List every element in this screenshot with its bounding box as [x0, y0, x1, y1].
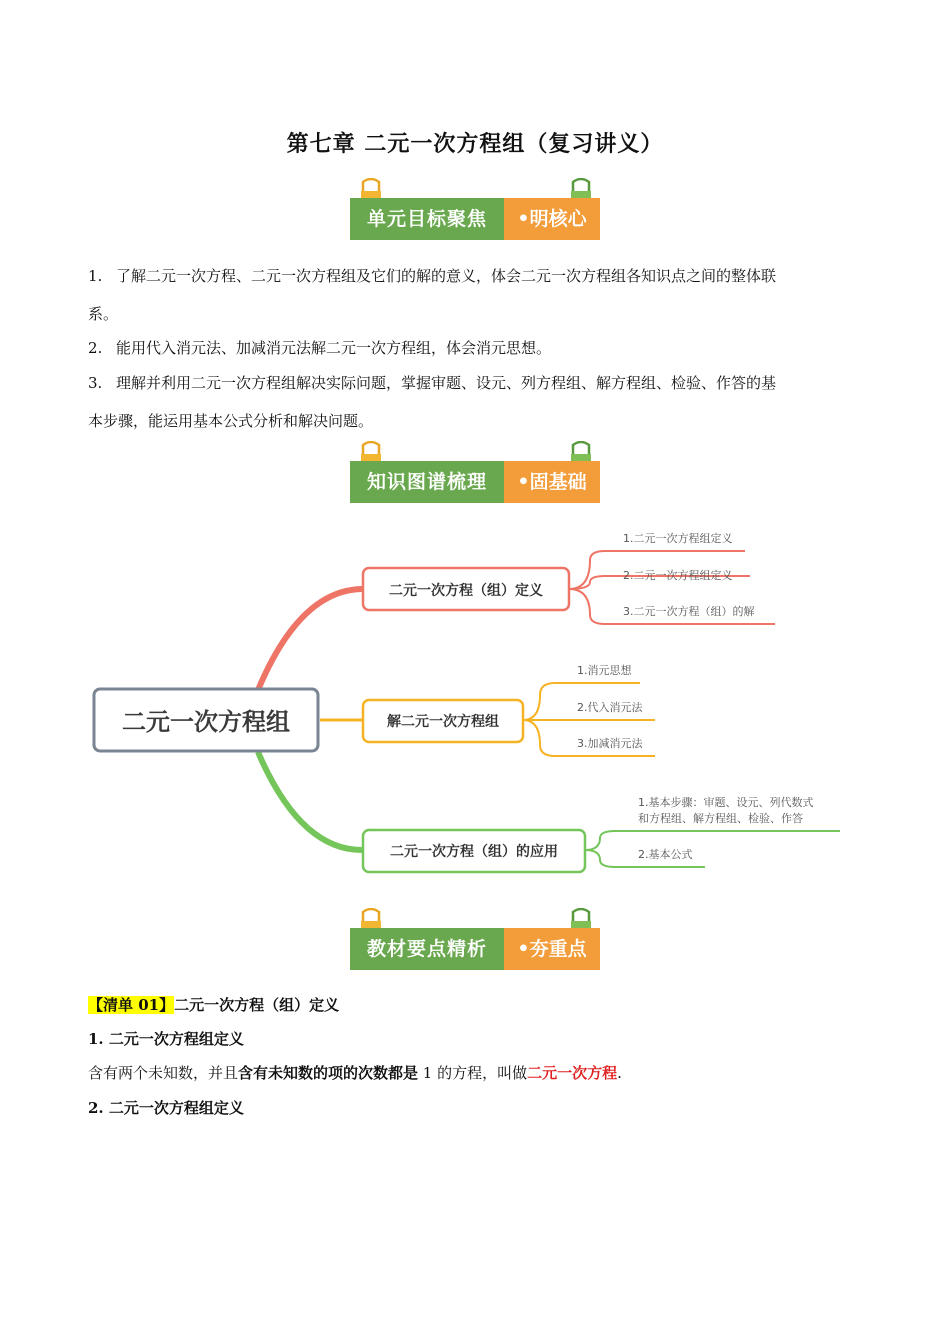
mind-map: [0, 520, 950, 890]
branch-label: 二元一次方程（组）的应用: [390, 844, 558, 860]
branch-label: 解二元一次方程组: [387, 714, 499, 730]
def-period: .: [617, 1064, 622, 1082]
section-title: 二元一次方程（组）定义: [174, 996, 340, 1014]
mind-map-root: 二元一次方程组: [122, 708, 290, 736]
leaf-label: 3.二元一次方程（组）的解: [623, 605, 755, 618]
leaf-label: 1.基本步骤：审题、设元、列代数式: [638, 796, 814, 809]
goal-text: 理解并利用二元一次方程组解决实际问题，掌握审题、设元、列方程组、解方程组、检验、作答的基: [116, 374, 777, 392]
goal-number: 2.: [88, 339, 103, 357]
banner-orange-text: •固基础: [517, 471, 587, 493]
goal-number: 3.: [88, 374, 103, 392]
page-title: 第七章 二元一次方程组（复习讲义）: [286, 132, 664, 157]
goal-text: 能用代入消元法、加减消元法解二元一次方程组，体会消元思想。: [116, 339, 552, 357]
banner-orange-text: •明核心: [517, 208, 587, 230]
branch-connector: [258, 589, 362, 690]
banner-green-text: 单元目标聚焦: [366, 208, 487, 230]
goal-text-cont: 本步骤，能运用基本公式分析和解决问题。: [88, 412, 374, 430]
leaf-label: 2.代入消元法: [577, 701, 643, 714]
branch-connector: [258, 752, 362, 850]
goal-number: 1.: [88, 267, 103, 285]
goal-text: 了解二元一次方程、二元一次方程组及它们的解的意义，体会二元一次方程组各知识点之间的整体联: [116, 267, 777, 285]
def-text: 的方程，叫做: [437, 1064, 528, 1082]
leaf-label: 2.基本公式: [638, 848, 693, 861]
def-term: 二元一次方程: [527, 1064, 618, 1082]
goal-item-2: [88, 329, 858, 367]
def-text: 含有两个未知数，并且: [88, 1064, 239, 1082]
leaf-label: 3.加减消元法: [577, 737, 643, 750]
leaf-label: 和方程组、解方程组、检验、作答: [638, 812, 803, 825]
definition-paragraph: [88, 1062, 622, 1083]
goal-text-cont: 系。: [88, 305, 119, 323]
subheading-1: 1. 二元一次方程组定义: [88, 1030, 244, 1048]
goal-item-1: [88, 257, 858, 333]
leaf-label: 1.消元思想: [577, 664, 632, 677]
leaf-label: 1.二元一次方程组定义: [623, 532, 733, 545]
banner-orange-text: •夯重点: [517, 938, 587, 960]
banner-unit-goals: [350, 198, 600, 240]
branch-label: 二元一次方程（组）定义: [389, 583, 543, 599]
goal-item-3: [88, 364, 858, 440]
banner-green-text: 教材要点精析: [366, 938, 487, 960]
checklist-badge: 【清单 01】: [88, 996, 175, 1014]
banner-textbook-points: [350, 928, 600, 970]
subheading-2: 2. 二元一次方程组定义: [88, 1099, 244, 1117]
def-number: 1: [418, 1064, 438, 1082]
leaf-label: 2.二元一次方程组定义: [623, 569, 733, 582]
def-emphasis: 含有未知数的项的次数都是: [238, 1064, 419, 1082]
section-heading: [88, 994, 339, 1015]
banner-green-text: 知识图谱梳理: [366, 471, 487, 493]
banner-knowledge-map: [350, 461, 600, 503]
